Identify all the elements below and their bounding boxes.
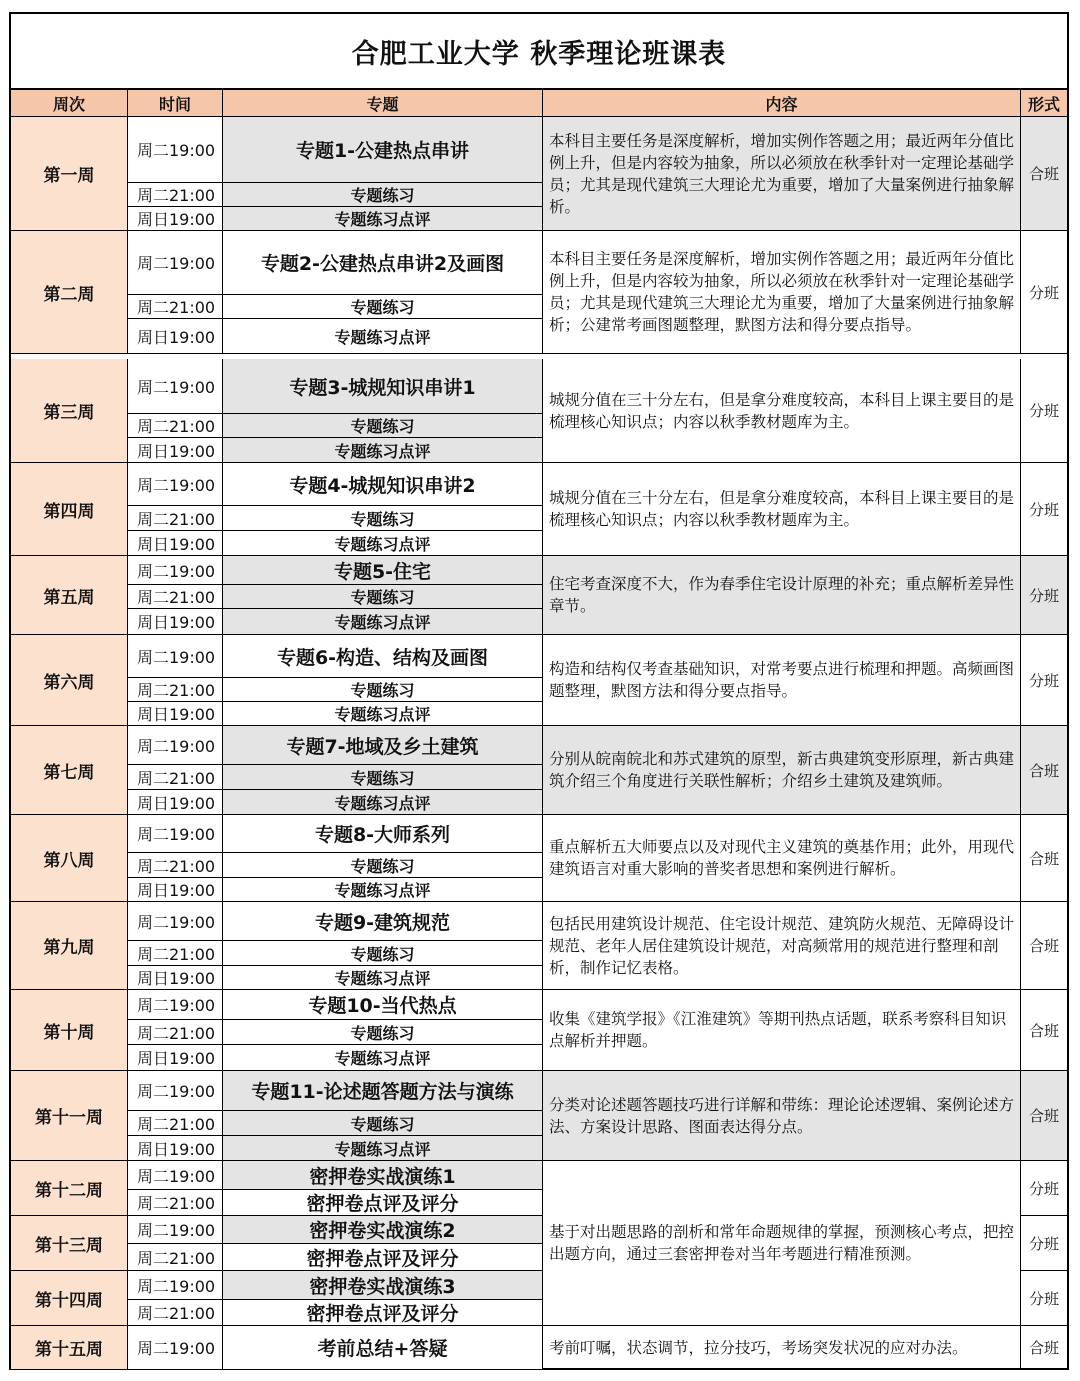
session-time: 周日19:00 (128, 438, 223, 463)
session-topic: 密押卷实战演练1 (223, 1161, 543, 1190)
week-content: 城规分值在三十分左右，但是拿分难度较高，本科目上课主要目的是梳理核心知识点；内容以秋季教材题库为主。 (543, 359, 1021, 463)
week-label: 第九周 (11, 902, 128, 990)
week-label: 第十三周 (11, 1216, 128, 1271)
session-time: 周二19:00 (128, 990, 223, 1020)
session-time: 周日19:00 (128, 319, 223, 354)
session-time: 周二21:00 (128, 1111, 223, 1136)
session-topic: 专题练习 (223, 295, 543, 319)
session-topic: 考前总结+答疑 (223, 1326, 543, 1370)
session-topic: 密押卷实战演练2 (223, 1216, 543, 1244)
class-form: 合班 (1021, 815, 1067, 902)
session-time: 周日19:00 (128, 531, 223, 556)
week-label: 第一周 (11, 117, 128, 231)
session-topic: 专题练习 (223, 585, 543, 609)
session-topic: 专题1-公建热点串讲 (223, 117, 543, 183)
session-time: 周二21:00 (128, 1190, 223, 1216)
session-time: 周二21:00 (128, 183, 223, 207)
week-content: 本科目主要任务是深度解析，增加实例作答题之用；最近两年分值比例上升，但是内容较为抽象，所以必须放在秋季针对一定理论基础学员；尤其是现代建筑三大理论尤为重要，增加了大量案例进行抽象解析。 (543, 117, 1021, 231)
class-form: 分班 (1021, 359, 1067, 463)
session-topic: 专题练习 (223, 853, 543, 878)
class-form: 分班 (1021, 1271, 1067, 1326)
session-time: 周二19:00 (128, 635, 223, 678)
session-time: 周二19:00 (128, 1071, 223, 1111)
session-time: 周日19:00 (128, 1045, 223, 1071)
week-label: 第十周 (11, 990, 128, 1071)
class-form: 合班 (1021, 1326, 1067, 1370)
session-topic: 专题练习 (223, 1020, 543, 1045)
session-topic: 专题练习 (223, 765, 543, 790)
session-time: 周二21:00 (128, 853, 223, 878)
week-label: 第十四周 (11, 1271, 128, 1326)
week-label: 第八周 (11, 815, 128, 902)
session-time: 周二19:00 (128, 359, 223, 414)
session-topic: 密押卷实战演练3 (223, 1271, 543, 1300)
session-time: 周日19:00 (128, 609, 223, 635)
week-label: 第二周 (11, 231, 128, 354)
session-time: 周二19:00 (128, 1326, 223, 1370)
header-topic: 专题 (223, 90, 543, 117)
schedule-table (9, 12, 1069, 1370)
class-form: 分班 (1021, 463, 1067, 556)
week-content: 构造和结构仅考查基础知识，对常考要点进行梳理和押题。高频画图题整理，默图方法和得分要点指导。 (543, 635, 1021, 726)
session-time: 周二19:00 (128, 117, 223, 183)
session-topic: 专题练习点评 (223, 702, 543, 726)
week-label: 第十二周 (11, 1161, 128, 1216)
session-time: 周二21:00 (128, 1244, 223, 1271)
week-label: 第四周 (11, 463, 128, 556)
week-content: 考前叮嘱，状态调节，拉分技巧，考场突发状况的应对办法。 (543, 1326, 1021, 1370)
session-time: 周二21:00 (128, 678, 223, 702)
session-topic: 专题练习 (223, 183, 543, 207)
session-time: 周日19:00 (128, 966, 223, 990)
session-topic: 专题练习 (223, 414, 543, 438)
session-topic: 专题练习点评 (223, 609, 543, 635)
session-topic: 专题练习点评 (223, 438, 543, 463)
session-time: 周二19:00 (128, 902, 223, 941)
session-time: 周二21:00 (128, 1300, 223, 1326)
session-time: 周日19:00 (128, 878, 223, 902)
session-topic: 专题练习点评 (223, 1136, 543, 1161)
week-content: 本科目主要任务是深度解析，增加实例作答题之用；最近两年分值比例上升，但是内容较为抽象，所以必须放在秋季针对一定理论基础学员；尤其是现代建筑三大理论尤为重要，增加了大量案例进行抽象解析；公建常考画图题整理，默图方法和得分要点指导。 (543, 231, 1021, 354)
session-time: 周二19:00 (128, 463, 223, 506)
session-time: 周二21:00 (128, 506, 223, 531)
session-topic: 密押卷点评及评分 (223, 1244, 543, 1271)
session-time: 周日19:00 (128, 702, 223, 726)
week-label: 第七周 (11, 726, 128, 815)
week-label: 第十五周 (11, 1326, 128, 1370)
session-topic: 专题练习 (223, 678, 543, 702)
week-content: 包括民用建筑设计规范、住宅设计规范、建筑防火规范、无障碍设计规范、老年人居住建筑设计规范，对高频常用的规范进行整理和剖析，制作记忆表格。 (543, 902, 1021, 990)
session-time: 周二19:00 (128, 1271, 223, 1300)
class-form: 分班 (1021, 1161, 1067, 1216)
class-form: 分班 (1021, 635, 1067, 726)
class-form: 分班 (1021, 1216, 1067, 1271)
session-topic: 专题练习点评 (223, 319, 543, 354)
session-time: 周二21:00 (128, 414, 223, 438)
mock-exam-content: 基于对出题思路的剖析和常年命题规律的掌握，预测核心考点，把控出题方向，通过三套密押卷对当年考题进行精准预测。 (543, 1161, 1021, 1326)
week-content: 重点解析五大师要点以及对现代主义建筑的奠基作用；此外，用现代建筑语言对重大影响的普奖者思想和案例进行解析。 (543, 815, 1021, 902)
session-time: 周二19:00 (128, 815, 223, 853)
session-time: 周日19:00 (128, 790, 223, 815)
session-topic: 密押卷点评及评分 (223, 1190, 543, 1216)
session-topic: 密押卷点评及评分 (223, 1300, 543, 1326)
session-topic: 专题11-论述题答题方法与演练 (223, 1071, 543, 1111)
session-topic: 专题7-地域及乡土建筑 (223, 726, 543, 765)
session-time: 周二19:00 (128, 231, 223, 295)
header-week: 周次 (11, 90, 128, 117)
session-topic: 专题8-大师系列 (223, 815, 543, 853)
class-form: 合班 (1021, 902, 1067, 990)
session-topic: 专题练习点评 (223, 531, 543, 556)
session-topic: 专题练习点评 (223, 207, 543, 231)
session-topic: 专题练习 (223, 1111, 543, 1136)
session-topic: 专题10-当代热点 (223, 990, 543, 1020)
session-topic: 专题9-建筑规范 (223, 902, 543, 941)
session-topic: 专题6-构造、结构及画图 (223, 635, 543, 678)
session-time: 周二19:00 (128, 726, 223, 765)
header-content: 内容 (543, 90, 1021, 117)
week-content: 城规分值在三十分左右，但是拿分难度较高，本科目上课主要目的是梳理核心知识点；内容以秋季教材题库为主。 (543, 463, 1021, 556)
session-time: 周日19:00 (128, 1136, 223, 1161)
class-form: 分班 (1021, 231, 1067, 354)
header-time: 时间 (128, 90, 223, 117)
week-label: 第十一周 (11, 1071, 128, 1161)
session-time: 周二21:00 (128, 1020, 223, 1045)
session-time: 周二19:00 (128, 1161, 223, 1190)
class-form: 合班 (1021, 990, 1067, 1071)
week-content: 收集《建筑学报》《江淮建筑》等期刊热点话题，联系考察科目知识点解析并押题。 (543, 990, 1021, 1071)
session-time: 周二19:00 (128, 1216, 223, 1244)
session-topic: 专题练习 (223, 941, 543, 966)
session-topic: 专题2-公建热点串讲2及画图 (223, 231, 543, 295)
session-topic: 专题3-城规知识串讲1 (223, 359, 543, 414)
week-label: 第三周 (11, 359, 128, 463)
page-title: 合肥工业大学 秋季理论班课表 (11, 14, 1067, 90)
class-form: 合班 (1021, 726, 1067, 815)
session-time: 周日19:00 (128, 207, 223, 231)
week-label: 第六周 (11, 635, 128, 726)
class-form: 分班 (1021, 556, 1067, 635)
session-time: 周二21:00 (128, 295, 223, 319)
session-topic: 专题练习 (223, 506, 543, 531)
header-form: 形式 (1021, 90, 1067, 117)
session-topic: 专题练习点评 (223, 878, 543, 902)
session-time: 周二21:00 (128, 941, 223, 966)
session-time: 周二21:00 (128, 765, 223, 790)
week-content: 住宅考查深度不大，作为春季住宅设计原理的补充；重点解析差异性章节。 (543, 556, 1021, 635)
class-form: 合班 (1021, 1071, 1067, 1161)
class-form: 合班 (1021, 117, 1067, 231)
week-content: 分类对论述题答题技巧进行详解和带练：理论论述逻辑、案例论述方法、方案设计思路、图面表达得分点。 (543, 1071, 1021, 1161)
week-content: 分别从皖南皖北和苏式建筑的原型，新古典建筑变形原理，新古典建筑介绍三个角度进行关联性解析；介绍乡土建筑及建筑师。 (543, 726, 1021, 815)
session-topic: 专题4-城规知识串讲2 (223, 463, 543, 506)
session-topic: 专题练习点评 (223, 790, 543, 815)
session-topic: 专题5-住宅 (223, 556, 543, 585)
week-label: 第五周 (11, 556, 128, 635)
session-topic: 专题练习点评 (223, 966, 543, 990)
session-time: 周二21:00 (128, 585, 223, 609)
session-topic: 专题练习点评 (223, 1045, 543, 1071)
session-time: 周二19:00 (128, 556, 223, 585)
